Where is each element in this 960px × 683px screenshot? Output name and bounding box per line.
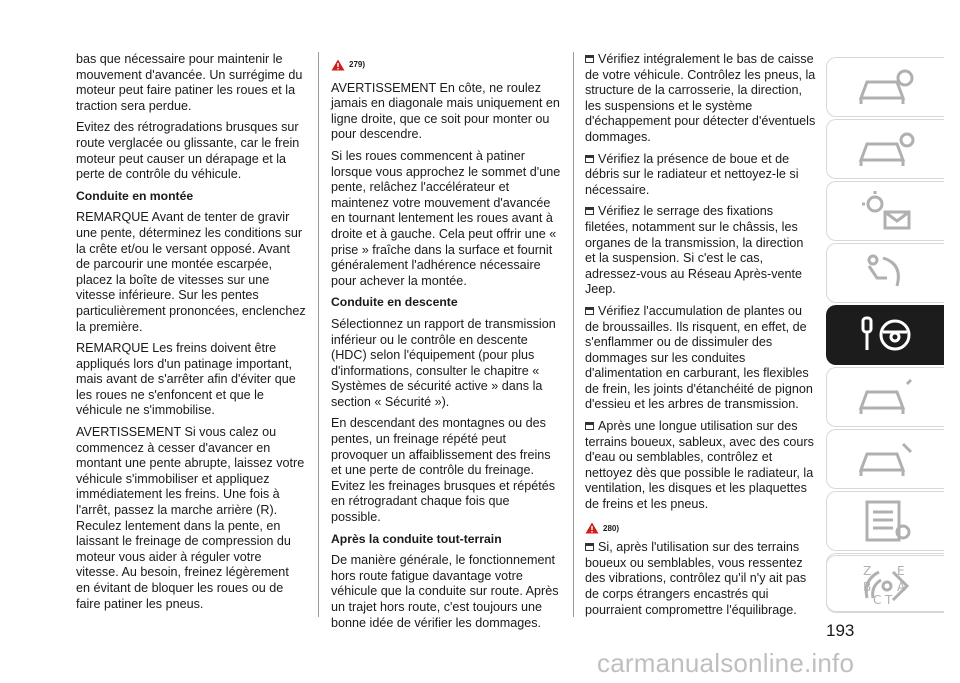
svg-text:Z: Z — [862, 563, 871, 578]
tab-emergency[interactable] — [826, 367, 944, 427]
paragraph: AVERTISSEMENT En côte, ne roulez jamais en diagonale mais uniquement en ligne droite, que ce soit pour monter ou pour descendre. — [331, 80, 560, 142]
checklist-bullet-icon — [585, 55, 594, 63]
paragraph: REMARQUE Avant de tenter de gravir une pente, déterminez les conditions sur la crête et/ou le versant opposé. Avant de parcourir une montée escarpée, placez la boîte de vitesses sur une vitesse inférieure. Sur les pentes particulièrement prononcées, enclenchez la première. — [76, 210, 306, 334]
tab-index[interactable] — [826, 555, 944, 612]
warning-reference — [331, 57, 561, 73]
safety-airbag-icon — [853, 250, 919, 296]
tab-safety[interactable] — [826, 243, 944, 303]
section-heading: Conduite en descente — [331, 295, 458, 310]
car-dashboard-icon — [853, 64, 919, 110]
checklist-bullet-icon — [585, 422, 594, 430]
car-service-icon — [853, 436, 919, 482]
checklist-bullet-icon — [585, 543, 594, 551]
paragraph: Si les roues commencent à patiner lorsque vous approchez le sommet d'une pente, relâchez l'accélérateur et maintenez votre mouvement d'avancée en tournant lentement les roues avant à droite et à gauche. Cela peut offrir une « prise » fraîche dans la surface et fournit généralement l'adhérence nécessaire pour achever la montée. — [331, 148, 561, 288]
checklist-item: Vérifiez la présence de boue et de débris sur le radiateur et nettoyez-le si nécessaire. — [585, 151, 799, 197]
paragraph: AVERTISSEMENT Si vous calez ou commencez à cesser d'avancer en montant une pente abrupte, laissez votre véhicule s'immobiliser et appliquez immédiatement les freins. Une fois à l'arrêt, passez la marche arrière (R). Reculez lentement dans la pente, en laissant le freinage de compression du moteur vous aider à réguler votre vitesse. Au besoin, freinez légèrement en évitant de bloquer les roues ou de faire patiner les pneus. — [76, 425, 305, 611]
warning-reference — [585, 521, 817, 537]
tab-technical-data[interactable] — [826, 491, 944, 551]
car-emergency-icon — [853, 374, 919, 420]
checklist-item: Vérifiez l'accumulation de plantes ou de broussailles. Ils risquent, en effet, de s'enflammer ou de dissimuler des dommages sur les conduites d'alimentation en carburant, les flexibles de frein, les joints d'étanchéité de pignon d'essieu et les arbres de transmission. — [585, 303, 813, 412]
text-column-1 — [76, 52, 306, 618]
lights-warning-icon — [853, 188, 919, 234]
tab-car-info[interactable] — [826, 119, 944, 179]
column-divider — [573, 52, 574, 617]
column-divider — [318, 52, 319, 617]
tab-lights[interactable] — [826, 181, 944, 241]
text-column-2 — [331, 57, 561, 637]
svg-text:T: T — [884, 592, 892, 607]
car-info-icon — [853, 126, 919, 172]
section-heading: Après la conduite tout-terrain — [331, 531, 502, 546]
svg-text:E: E — [896, 563, 905, 578]
svg-text:B: B — [862, 579, 871, 594]
checklist-item: Après une longue utilisation sur des terrains boueux, sableux, avec des cours d'eau ou semblables, contrôlez et nettoyez dès que possible le radiateur, la ventilation, les disques et les plaquettes de freins et les pneus. — [585, 419, 814, 512]
warning-triangle-icon — [585, 522, 599, 534]
tab-service[interactable] — [826, 429, 944, 489]
technical-data-icon — [853, 498, 919, 544]
paragraph: Evitez des rétrogradations brusques sur route verglacée ou glissante, car le frein moteur peut causer un dérapage et la perte de contrôle du véhicule. — [76, 120, 300, 182]
checklist-item: Vérifiez le serrage des fixations filetées, notamment sur le châssis, les organes de la transmission, la direction et la suspension. Si c'est le cas, adressez-vous au Réseau Après-vente Jeep. — [585, 204, 804, 297]
paragraph: bas que nécessaire pour maintenir le mouvement d'avancée. Un surrégime du moteur peut faire patiner les roues et la traction sera perdue. — [76, 52, 303, 113]
section-heading: Conduite en montée — [76, 188, 194, 203]
paragraph: De manière générale, le fonctionnement hors route fatigue davantage votre véhicule que la conduite sur route. Après un trajet hors route, c'est toujours une bonne idée de vérifier les dommages. — [331, 553, 559, 630]
index-icon — [853, 561, 919, 607]
paragraph: Sélectionnez un rapport de transmission inférieur ou le contrôle en descente (HDC) selon l'équipement (pour plus d'informations, consulter le chapitre « Systèmes de sécurité active » dans la section « Sécurité »). — [331, 316, 556, 409]
checklist-item: Vérifiez intégralement le bas de caisse de votre véhicule. Contrôlez les pneus, la structure de la carrosserie, la direction, les suspensions et le système d'échappement pour détecter d'éventuels dommages. — [585, 52, 816, 144]
page-number: 193 — [826, 621, 855, 640]
warning-triangle-icon — [331, 59, 345, 71]
text-column-3 — [585, 52, 817, 624]
warning-ref-number: 280) — [603, 523, 620, 533]
tab-dashboard[interactable] — [826, 57, 944, 117]
key-steering-wheel-icon — [853, 312, 919, 358]
checklist-bullet-icon — [585, 155, 594, 163]
svg-text:A: A — [896, 579, 905, 594]
warning-ref-number: 279) — [349, 60, 366, 69]
paragraph: En descendant des montagnes ou des pentes, un freinage répété peut provoquer un affaiblissement des freins et une perte de contrôle du freinage. Evitez les freinages brusques et répétés en rétrogradant chaque fois que possible. — [331, 416, 556, 525]
chapter-tabs — [826, 57, 946, 612]
checklist-item: Si, après l'utilisation sur des terrains boueux ou semblables, vous ressentez des vibrations, contrôlez qu'il n'y ait pas de corps étrangers encastrés qui pourraient compromettre l'équilibrage. — [585, 540, 807, 617]
checklist-bullet-icon — [585, 207, 594, 215]
checklist-bullet-icon — [585, 307, 594, 315]
paragraph: REMARQUE Les freins doivent être appliqués lors d'un patinage important, mais avant de s'arrêter afin d'éviter que les roues ne s'enfoncent et que le véhicule ne s'immobilise. — [76, 341, 296, 418]
svg-text:C: C — [872, 592, 881, 607]
footer-watermark: carmanualsonline.info — [597, 648, 855, 678]
tab-starting-driving[interactable] — [826, 305, 944, 365]
